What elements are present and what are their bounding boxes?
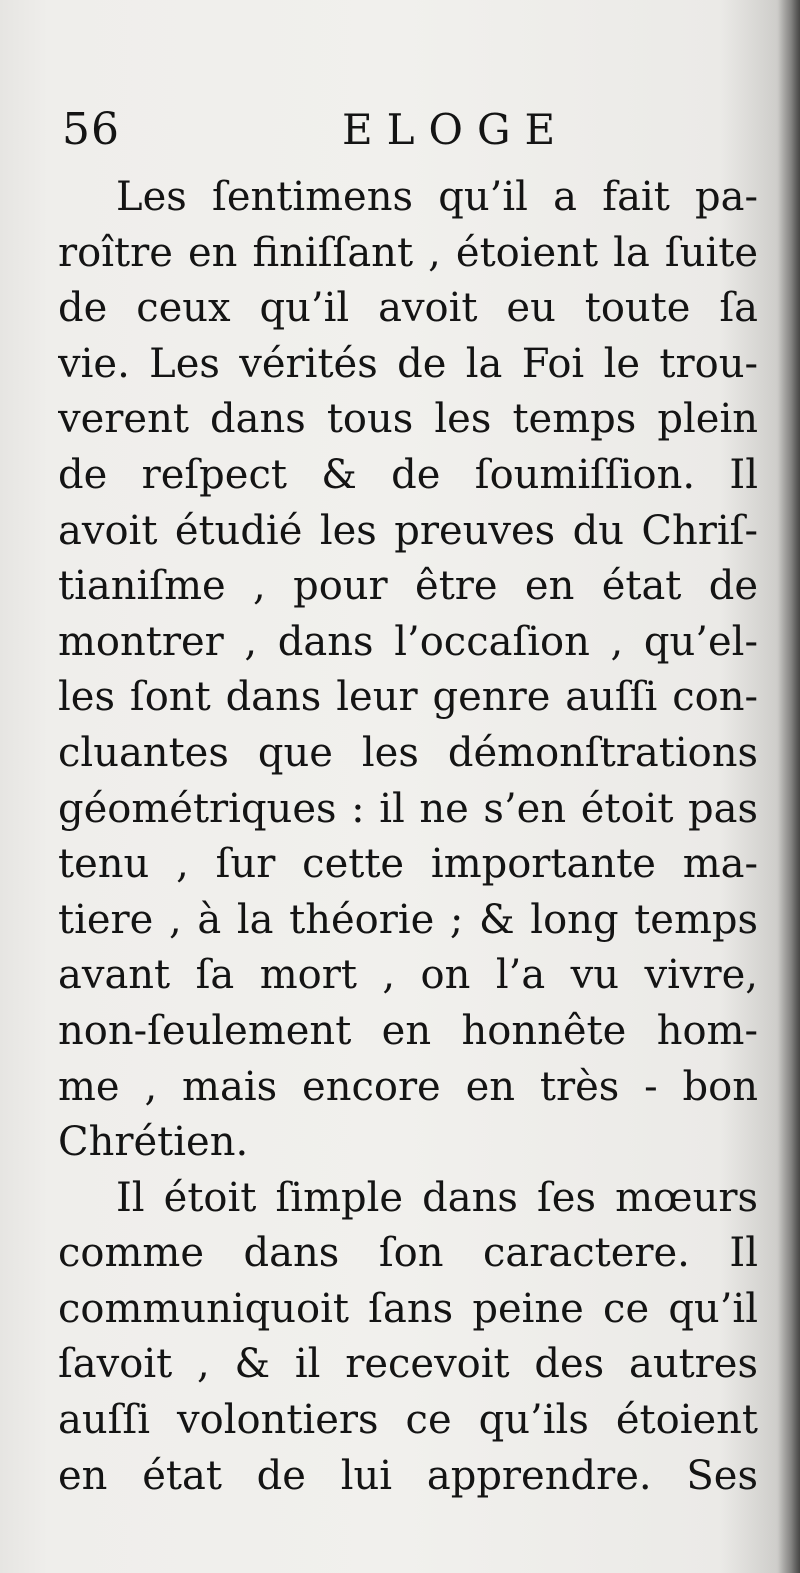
text-line: tiere , à la théorie ; & long temps	[58, 896, 758, 943]
text-line: roître en finiſſant , étoient la ſuite	[58, 229, 758, 276]
text-line: les ſont dans leur genre auſſi con-	[58, 674, 758, 721]
text-line: auſſi volontiers ce qu’ils étoient	[58, 1397, 758, 1444]
page-header	[62, 100, 762, 160]
text-line: géométriques : il ne s’en étoit pas	[58, 785, 758, 832]
text-line: montrer , dans l’occaſion , qu’el-	[58, 618, 758, 665]
text-line: cluantes que les démonſtrations	[58, 729, 758, 776]
page-gutter-shadow	[778, 0, 800, 1573]
body-text	[58, 170, 758, 1504]
text-line: comme dans ſon caractere. Il	[58, 1230, 758, 1277]
text-line: avoit étudié les preuves du Chriſ-	[58, 507, 758, 554]
text-line: Il étoit ſimple dans ſes mœurs	[116, 1174, 758, 1221]
running-head: ELOGE	[342, 105, 570, 154]
text-line: vie. Les vérités de la Foi le trou-	[58, 340, 758, 387]
text-line: Les ſentimens qu’il a fait pa-	[116, 174, 758, 220]
text-line: en état de lui apprendre. Ses	[58, 1452, 758, 1499]
text-line: verent dans tous les temps plein	[58, 396, 758, 443]
text-line: tenu , ſur cette importante ma-	[58, 841, 758, 888]
text-line: avant ſa mort , on l’a vu vivre,	[58, 952, 758, 999]
text-line: de reſpect & de ſoumiſſion. Il	[58, 451, 758, 498]
text-line: me , mais encore en très - bon	[58, 1063, 758, 1110]
text-line: non-ſeulement en honnête hom-	[58, 1007, 758, 1054]
text-line: de ceux qu’il avoit eu toute ſa	[58, 285, 758, 332]
text-line: Chrétien.	[58, 1119, 249, 1166]
text-line: tianiſme , pour être en état de	[58, 563, 758, 610]
text-line: ſavoit , & il recevoit des autres	[58, 1341, 758, 1388]
page-number: 56	[62, 104, 120, 155]
text-line: communiquoit ſans peine ce qu’il	[58, 1285, 758, 1332]
